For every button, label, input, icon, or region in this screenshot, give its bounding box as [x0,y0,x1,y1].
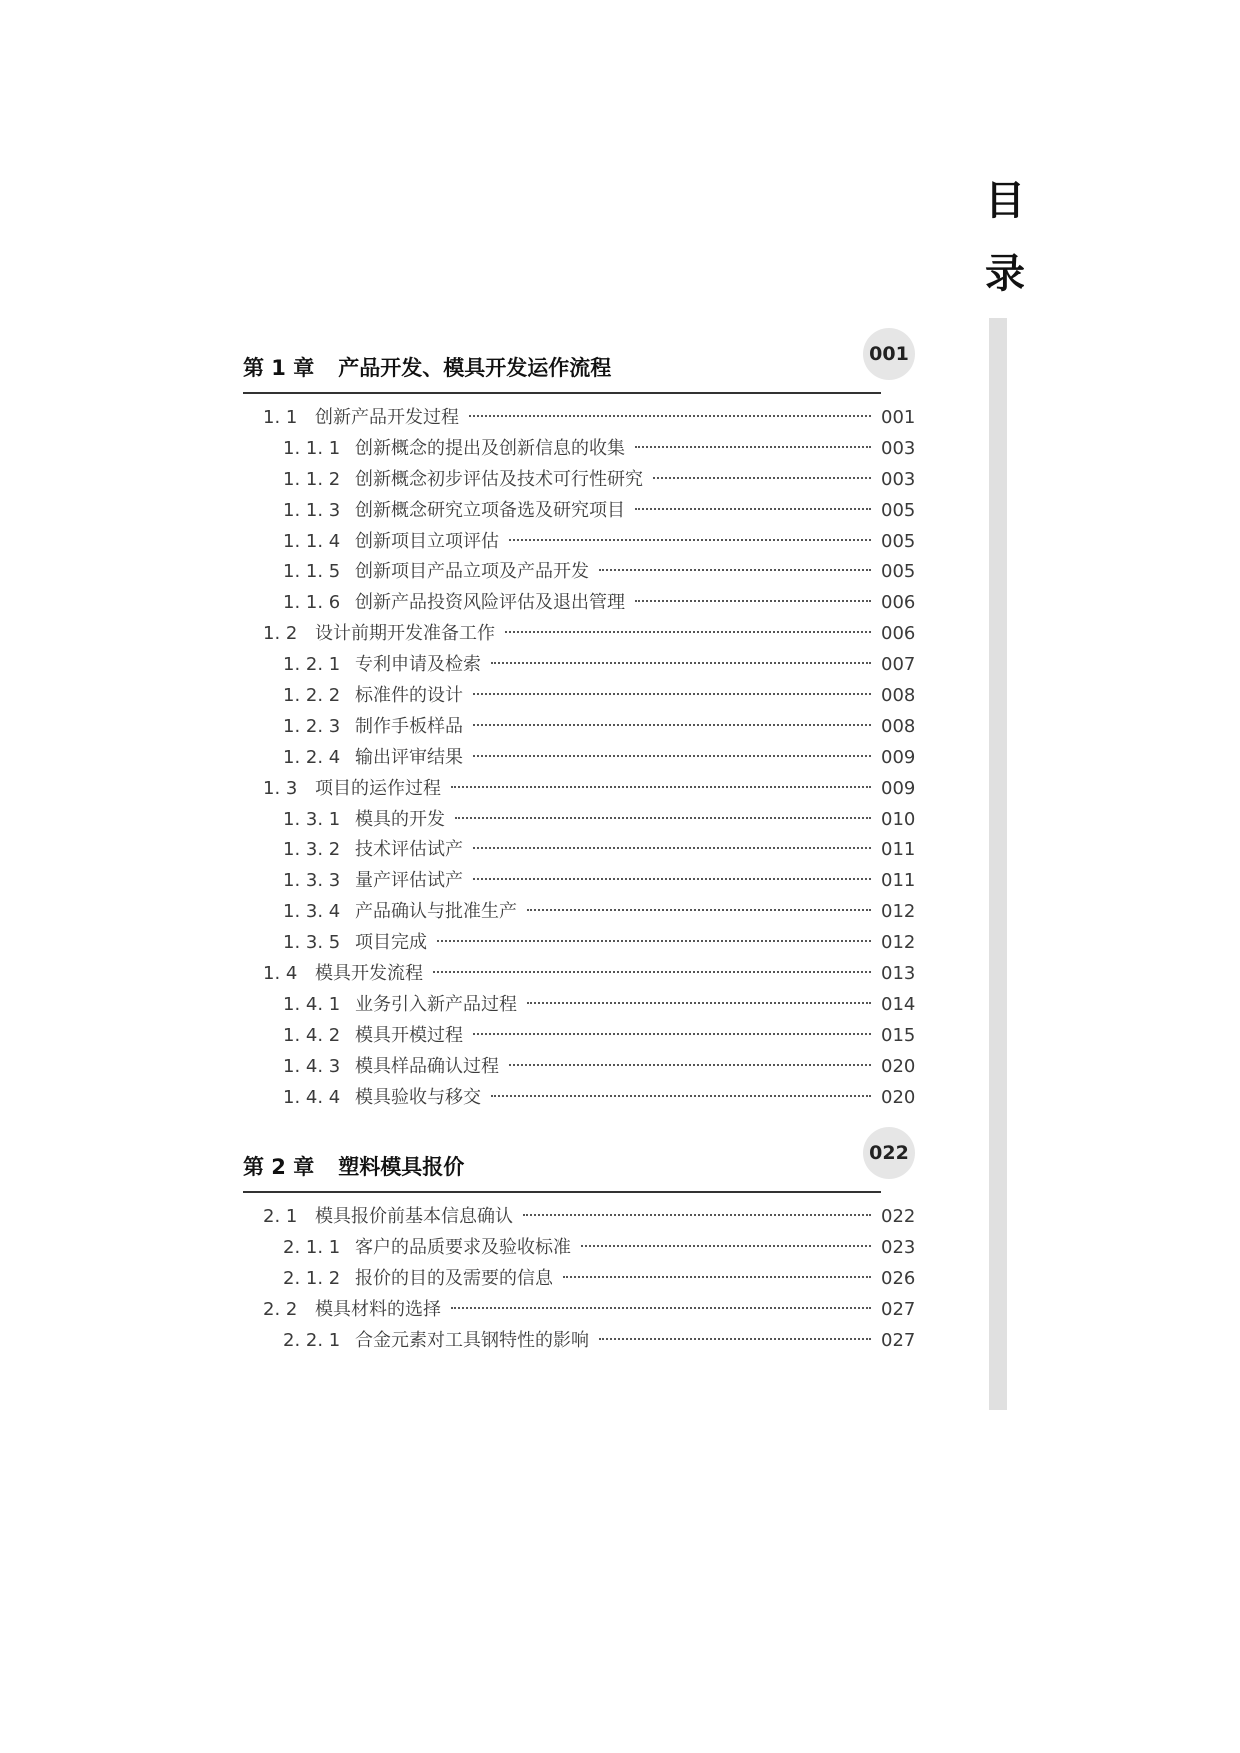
entry-number: 1. 1. 1 [283,437,341,459]
entry-title: 创新概念初步评估及技术可行性研究 [355,468,643,490]
entry-title: 项目完成 [355,932,427,954]
toc-subsection-entry[interactable] [243,1233,915,1264]
toc-heading-char-1: 目 [985,178,1025,224]
entry-number: 1. 1. 4 [283,530,341,552]
dot-leader [473,755,871,757]
dot-leader [473,847,871,849]
dot-leader [433,971,871,973]
entry-title: 模具样品确认过程 [355,1055,499,1077]
entry-title: 模具的开发 [355,808,445,830]
toc-section-entry[interactable] [243,1202,915,1233]
entry-number: 1. 1. 3 [283,499,341,521]
dot-leader [527,1002,871,1004]
toc-subsection-entry[interactable] [243,1083,915,1114]
entry-title: 模具材料的选择 [315,1298,441,1320]
entry-page-number: 012 [881,932,916,954]
toc-subsection-entry[interactable] [243,805,915,836]
dot-leader [509,1064,871,1066]
dot-leader [599,1338,871,1340]
dot-leader [581,1245,871,1247]
chapter-2-entries [243,1202,915,1356]
chapter-1-title: 产品开发、模具开发运作流程 [338,356,612,380]
entry-number: 1. 4. 1 [283,993,341,1015]
entry-page-number: 005 [881,499,916,521]
entry-number: 1. 4. 4 [283,1086,341,1108]
entry-page-number: 006 [881,592,916,614]
entry-page-number: 027 [881,1329,916,1351]
toc-subsection-entry[interactable] [243,1021,915,1052]
dot-leader [635,600,871,602]
dot-leader [451,1307,871,1309]
chapter-2-title: 塑料模具报价 [338,1155,465,1179]
dot-leader [523,1214,871,1216]
entry-title: 客户的品质要求及验收标准 [355,1236,571,1258]
toc-subsection-entry[interactable] [243,681,915,712]
dot-leader [473,693,871,695]
toc-subsection-entry[interactable] [243,1326,915,1357]
entry-number: 1. 3. 5 [283,932,341,954]
toc-subsection-entry[interactable] [243,897,915,928]
dot-leader [469,415,871,417]
entry-title: 业务引入新产品过程 [355,993,517,1015]
entry-title: 合金元素对工具钢特性的影响 [355,1329,589,1351]
toc-heading-char-2: 录 [985,251,1025,297]
entry-number: 1. 4. 3 [283,1055,341,1077]
entry-page-number: 023 [881,1236,916,1258]
entry-number: 1. 1. 6 [283,592,341,614]
dot-leader [473,724,871,726]
entry-page-number: 007 [881,654,916,676]
dot-leader [653,477,871,479]
entry-number: 1. 4 [263,963,298,985]
dot-leader [437,940,871,942]
toc-section-entry[interactable] [243,774,915,805]
entry-number: 1. 2. 2 [283,685,341,707]
entry-page-number: 027 [881,1298,916,1320]
dot-leader [451,786,871,788]
entry-number: 2. 1 [263,1206,298,1227]
entry-title: 输出评审结果 [355,746,463,768]
entry-number: 1. 3. 3 [283,870,341,892]
dot-leader [635,508,871,510]
toc-subsection-entry[interactable] [243,990,915,1021]
chapter-2-page-badge: 022 [863,1127,915,1179]
entry-page-number: 011 [881,870,916,892]
entry-title: 产品确认与批准生产 [355,901,517,923]
chapter-1-title-line [243,352,611,382]
entry-title: 设计前期开发准备工作 [315,623,495,645]
toc-subsection-entry[interactable] [243,1052,915,1083]
entry-page-number: 013 [881,963,916,985]
chapter-2-number: 第 2 章 [243,1155,315,1179]
dot-leader [491,1095,871,1097]
toc-section-entry[interactable] [243,1295,915,1326]
entry-title: 创新产品投资风险评估及退出管理 [355,592,625,614]
entry-number: 2. 1. 2 [283,1267,341,1289]
toc-subsection-entry[interactable] [243,496,915,527]
entry-title: 创新项目立项评估 [355,530,499,552]
toc-subsection-entry[interactable] [243,835,915,866]
entry-title: 模具报价前基本信息确认 [315,1206,513,1227]
entry-number: 1. 4. 2 [283,1024,341,1046]
entry-page-number: 009 [881,746,916,768]
dot-leader [563,1276,871,1278]
toc-section-entry[interactable] [243,959,915,990]
entry-number: 1. 1. 5 [283,561,341,583]
entry-title: 项目的运作过程 [315,777,441,799]
entry-number: 2. 1. 1 [283,1236,341,1258]
dot-leader [473,1033,871,1035]
entry-number: 2. 2. 1 [283,1329,341,1351]
entry-page-number: 005 [881,561,916,583]
entry-page-number: 008 [881,715,916,737]
chapter-1-number: 第 1 章 [243,356,315,380]
dot-leader [505,631,871,633]
entry-number: 1. 3. 1 [283,808,341,830]
entry-page-number: 014 [881,993,916,1015]
toc-subsection-entry[interactable] [243,434,915,465]
entry-page-number: 003 [881,437,916,459]
entry-page-number: 001 [881,407,916,428]
entry-page-number: 026 [881,1267,916,1289]
entry-number: 1. 3. 4 [283,901,341,923]
entry-title: 制作手板样品 [355,715,463,737]
entry-number: 2. 2 [263,1298,298,1320]
chapter-1-page-badge: 001 [863,328,915,380]
entry-page-number: 020 [881,1055,916,1077]
toc-section-entry[interactable] [243,619,915,650]
toc-subsection-entry[interactable] [243,928,915,959]
dot-leader [599,569,871,571]
chapter-1-entries [243,403,915,1113]
entry-page-number: 009 [881,777,916,799]
toc-subsection-entry[interactable] [243,743,915,774]
dot-leader [455,817,871,819]
decorative-side-bar [989,318,1007,1410]
chapter-2-rule [243,1191,881,1193]
entry-title: 模具开发流程 [315,963,423,985]
toc-subsection-entry[interactable] [243,1264,915,1295]
toc-subsection-entry[interactable] [243,650,915,681]
entry-page-number: 011 [881,839,916,861]
entry-title: 技术评估试产 [355,839,463,861]
entry-number: 1. 3. 2 [283,839,341,861]
entry-page-number: 012 [881,901,916,923]
entry-title: 报价的目的及需要的信息 [355,1267,553,1289]
entry-page-number: 006 [881,623,916,645]
entry-title: 量产评估试产 [355,870,463,892]
toc-subsection-entry[interactable] [243,588,915,619]
entry-number: 1. 2. 3 [283,715,341,737]
entry-page-number: 005 [881,530,916,552]
entry-page-number: 020 [881,1086,916,1108]
dot-leader [527,909,871,911]
entry-title: 创新项目产品立项及产品开发 [355,561,589,583]
dot-leader [509,539,871,541]
entry-title: 模具验收与移交 [355,1086,481,1108]
chapter-2-header[interactable] [243,1127,915,1193]
toc-subsection-entry[interactable] [243,465,915,496]
entry-title: 创新概念的提出及创新信息的收集 [355,437,625,459]
entry-number: 1. 2. 1 [283,654,341,676]
chapter-2-title-line [243,1151,464,1181]
toc-subsection-entry[interactable] [243,527,915,558]
entry-number: 1. 3 [263,777,298,799]
entry-page-number: 010 [881,808,916,830]
dot-leader [491,662,871,664]
entry-page-number: 003 [881,468,916,490]
entry-number: 1. 1. 2 [283,468,341,490]
entry-page-number: 015 [881,1024,916,1046]
entry-number: 1. 2 [263,623,298,645]
entry-page-number: 008 [881,685,916,707]
dot-leader [635,446,871,448]
entry-title: 创新概念研究立项备选及研究项目 [355,499,625,521]
toc-subsection-entry[interactable] [243,866,915,897]
entry-number: 1. 2. 4 [283,746,341,768]
chapter-1-header[interactable] [243,328,915,394]
chapter-1-rule [243,392,881,394]
dot-leader [473,878,871,880]
toc-subsection-entry[interactable] [243,712,915,743]
toc-subsection-entry[interactable] [243,557,915,588]
entry-title: 模具开模过程 [355,1024,463,1046]
entry-number: 1. 1 [263,407,298,428]
entry-title: 专利申请及检索 [355,654,481,676]
entry-title: 标准件的设计 [355,685,463,707]
entry-page-number: 022 [881,1206,916,1227]
entry-title: 创新产品开发过程 [315,407,459,428]
toc-section-entry[interactable] [243,403,915,434]
